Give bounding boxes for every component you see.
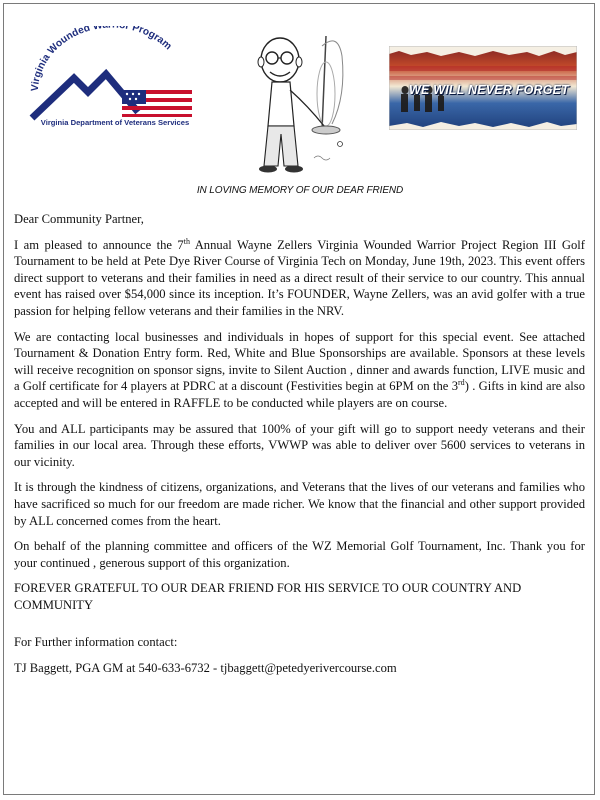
paragraph-announcement [14,237,585,320]
p2-superscript: rd [458,378,465,388]
memorial-caption: IN LOVING MEMORY OF OUR DEAR FRIEND [196,185,404,196]
banner-text: WE WILL NEVER FORGET [409,83,570,97]
p2-text-b: ) . Gifts in kind are also accepted and will be entered in RAFFLE to be conducted while players are on course. [14,379,586,410]
caricature-illustration [242,26,352,182]
vwwp-logo [26,26,196,141]
paragraph-forever-grateful: FOREVER GRATEFUL TO OUR DEAR FRIEND FOR HIS SERVICE TO OUR COUNTRY AND COMMUNITY [14,581,522,612]
spacer [14,622,585,634]
paragraph-kindness: It is through the kindness of citizens, organizations, and Veterans that the lives of our veterans and families who have sacrificed so much for our freedom are made richer. We know that the financial and other support provided by ALL concerned comes from the heart. [14,480,585,528]
salutation: Dear Community Partner, [14,212,144,226]
paragraph-thanks: On behalf of the planning committee and officers of the WZ Memorial Golf Tournament, Inc. Thank you for your continued , generous support of this organization. [14,539,585,570]
logo-department-text: Virginia Department of Veterans Services [40,118,190,127]
never-forget-banner [389,46,577,130]
contact-line: TJ Baggett, PGA GM at 540-633-6732 - tjbaggett@petedyerivercourse.com [14,661,397,676]
p1-text-a: I am pleased to announce the 7 [14,237,184,252]
contact-heading: For Further information contact: [14,635,178,650]
paragraph-sponsorship [14,329,585,412]
letter-body [14,211,585,686]
p2-text-a: We are contacting local businesses and individuals in hopes of support for this special event. See attached Tournament & Donation Entry form. Red, White and Blue Sponsorships are available. Sponsors at these levels will receive recognition on sponsor signs, invite to Silent Auction , dinner and awards function, LIVE music and a Golf certificate for 4 players at PDRC at a discount (Festivities begin at 6PM on the 3 [14,329,585,394]
flag-stripes-icon [122,90,192,117]
golfer-caricature [242,26,352,182]
letter-header [4,4,596,204]
paragraph-assurance: You and ALL participants may be assured that 100% of your gift will go to support needy veterans and their families in our local area. Through these efforts, VWWP was able to deliver over 5600 services to veterans in our vicinity. [14,421,585,469]
p1-text-b: Annual Wayne Zellers Virginia Wounded Warrior Project Region III Golf Tournament to be held at Pete Dye River Course of Virginia Tech on Monday, June 19th, 2023. This event offers direct support to veterans and their families in need as a direct result of their service to our country. This annual event has raised over $54,000 since its inception. It’s FOUNDER, Wayne Zellers, was an avid golfer with a true passion for helping fellow veterans and their families in the NRV. [14,237,585,318]
logo-arc-text: Virginia Wounded W r Program [29,26,174,92]
document-page [3,3,595,795]
p1-superscript: th [183,236,190,246]
